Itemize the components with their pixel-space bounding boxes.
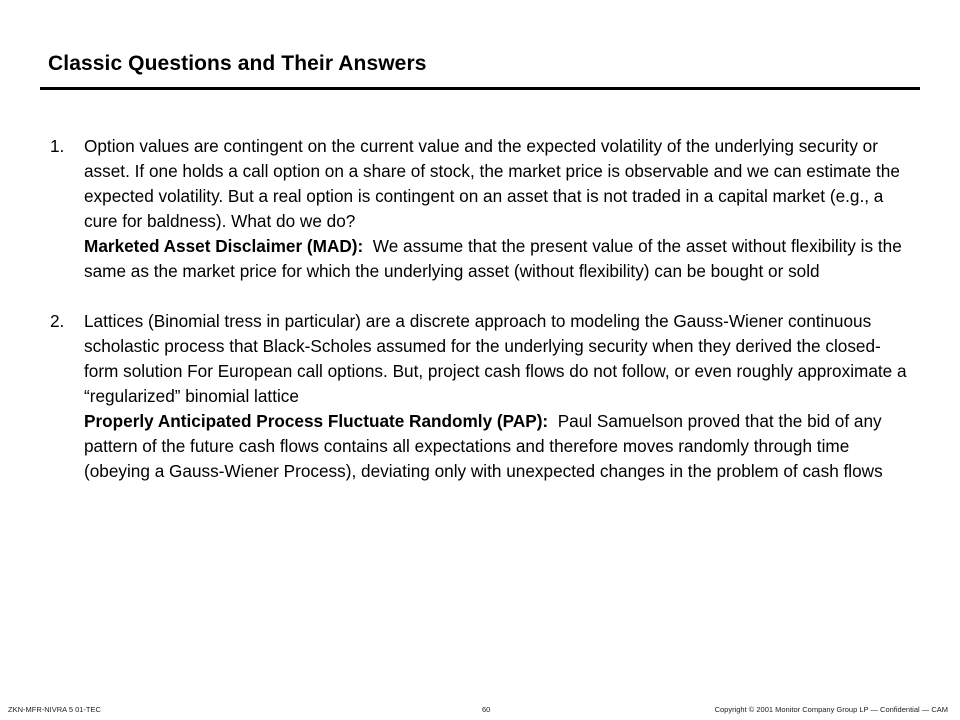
question-list: [50, 134, 912, 484]
item-number: 1.: [50, 136, 65, 156]
slide-title: Classic Questions and Their Answers: [48, 52, 427, 75]
question-text: Option values are contingent on the current value and the expected volatility of the underlying security or asset. If one holds a call option on a share of stock, the market price is observable and we can estimate the expected volatility. But a real option is contingent on an asset that is not traded in a capital market (e.g., a cure for baldness). What do we do?: [84, 136, 900, 231]
title-divider: [40, 87, 920, 90]
question-item-2: [50, 309, 912, 484]
footer-document-code: ZKN-MFR-NIVRA 5 01-TEC: [8, 705, 101, 714]
item-body: [84, 134, 912, 284]
answer-term: Marketed Asset Disclaimer (MAD):: [84, 236, 364, 256]
item-body: [84, 309, 912, 484]
answer-paragraph: [84, 409, 912, 484]
answer-term: Properly Anticipated Process Fluctuate Randomly (PAP):: [84, 411, 549, 431]
answer-text: Paul Samuelson proved that the bid of any pattern of the future cash flows contains all expectations and therefore moves randomly through time (obeying a Gauss-Wiener Process), deviating only with unexpected changes in the problem of cash flows: [84, 411, 883, 481]
item-number: 2.: [50, 311, 65, 331]
answer-text: We assume that the present value of the asset without flexibility is the same as the market price for which the underlying asset (without flexibility) can be bought or sold: [84, 236, 902, 281]
answer-paragraph: [84, 234, 912, 284]
question-item-1: [50, 134, 912, 284]
question-text: Lattices (Binomial tress in particular) are a discrete approach to modeling the Gauss-Wiener continuous scholastic process that Black-Scholes assumed for the underlying security when they derived the closed-form solution For European call options. But, project cash flows do not follow, or even roughly approximate a “regularized” binomial lattice: [84, 311, 907, 406]
footer-copyright: Copyright © 2001 Monitor Company Group LP — Confidential — CAM: [714, 705, 948, 714]
footer-page-number: 60: [482, 705, 491, 714]
